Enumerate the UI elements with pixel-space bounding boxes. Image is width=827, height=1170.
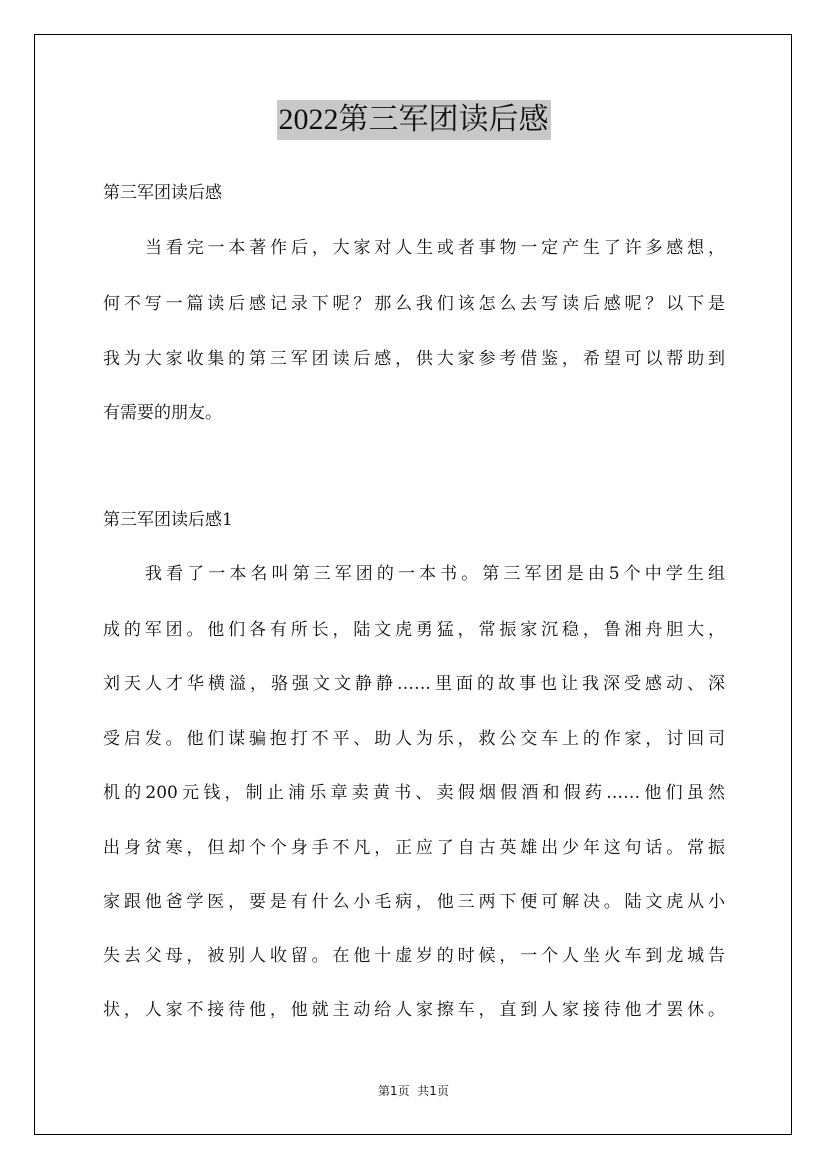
intro-line: 我为大家收集的第三军团读后感，供大家参考借鉴，希望可以帮助到 — [103, 349, 725, 369]
body-line: 家跟他爸学医，要是有什么小毛病，他三两下便可解决。陆文虎从小 — [103, 892, 725, 912]
body-line: 失去父母，被别人收留。在他十虚岁的时候，一个人坐火车到龙城告 — [103, 946, 725, 966]
body-line: 机的200元钱，制止浦乐章卖黄书、卖假烟假酒和假药……他们虽然 — [103, 783, 725, 803]
intro-line: 何不写一篇读后感记录下呢？那么我们该怎么去写读后感呢？以下是 — [103, 294, 725, 314]
intro-line: 有需要的朋友。 — [103, 403, 222, 423]
document-title: 2022第三军团读后感 — [277, 100, 551, 140]
body-line: 状，人家不接待他，他就主动给人家擦车，直到人家接待他才罢休。 — [103, 1000, 725, 1020]
intro-line: 当看完一本著作后，大家对人生或者事物一定产生了许多感想， — [145, 238, 725, 258]
title-container — [0, 100, 827, 140]
body-line: 受启发。他们谋骗抱打不平、助人为乐，救公交车上的作家，讨回司 — [103, 729, 725, 749]
page-number: 第1页 共1页 — [378, 1084, 449, 1098]
body-line: 我看了一本名叫第三军团的一本书。第三军团是由5个中学生组 — [145, 564, 725, 584]
page-footer — [0, 1083, 827, 1099]
body-line: 刘天人才华横溢，骆强文文静静……里面的故事也让我深受感动、深 — [103, 674, 725, 694]
body-line: 成的军团。他们各有所长，陆文虎勇猛，常振家沉稳，鲁湘舟胆大， — [103, 620, 725, 640]
body-line: 出身贫寒，但却个个身手不凡，正应了自古英雄出少年这句话。常振 — [103, 838, 725, 858]
section-heading-1: 第三军团读后感1 — [103, 510, 233, 530]
section-heading-intro: 第三军团读后感 — [103, 183, 222, 203]
